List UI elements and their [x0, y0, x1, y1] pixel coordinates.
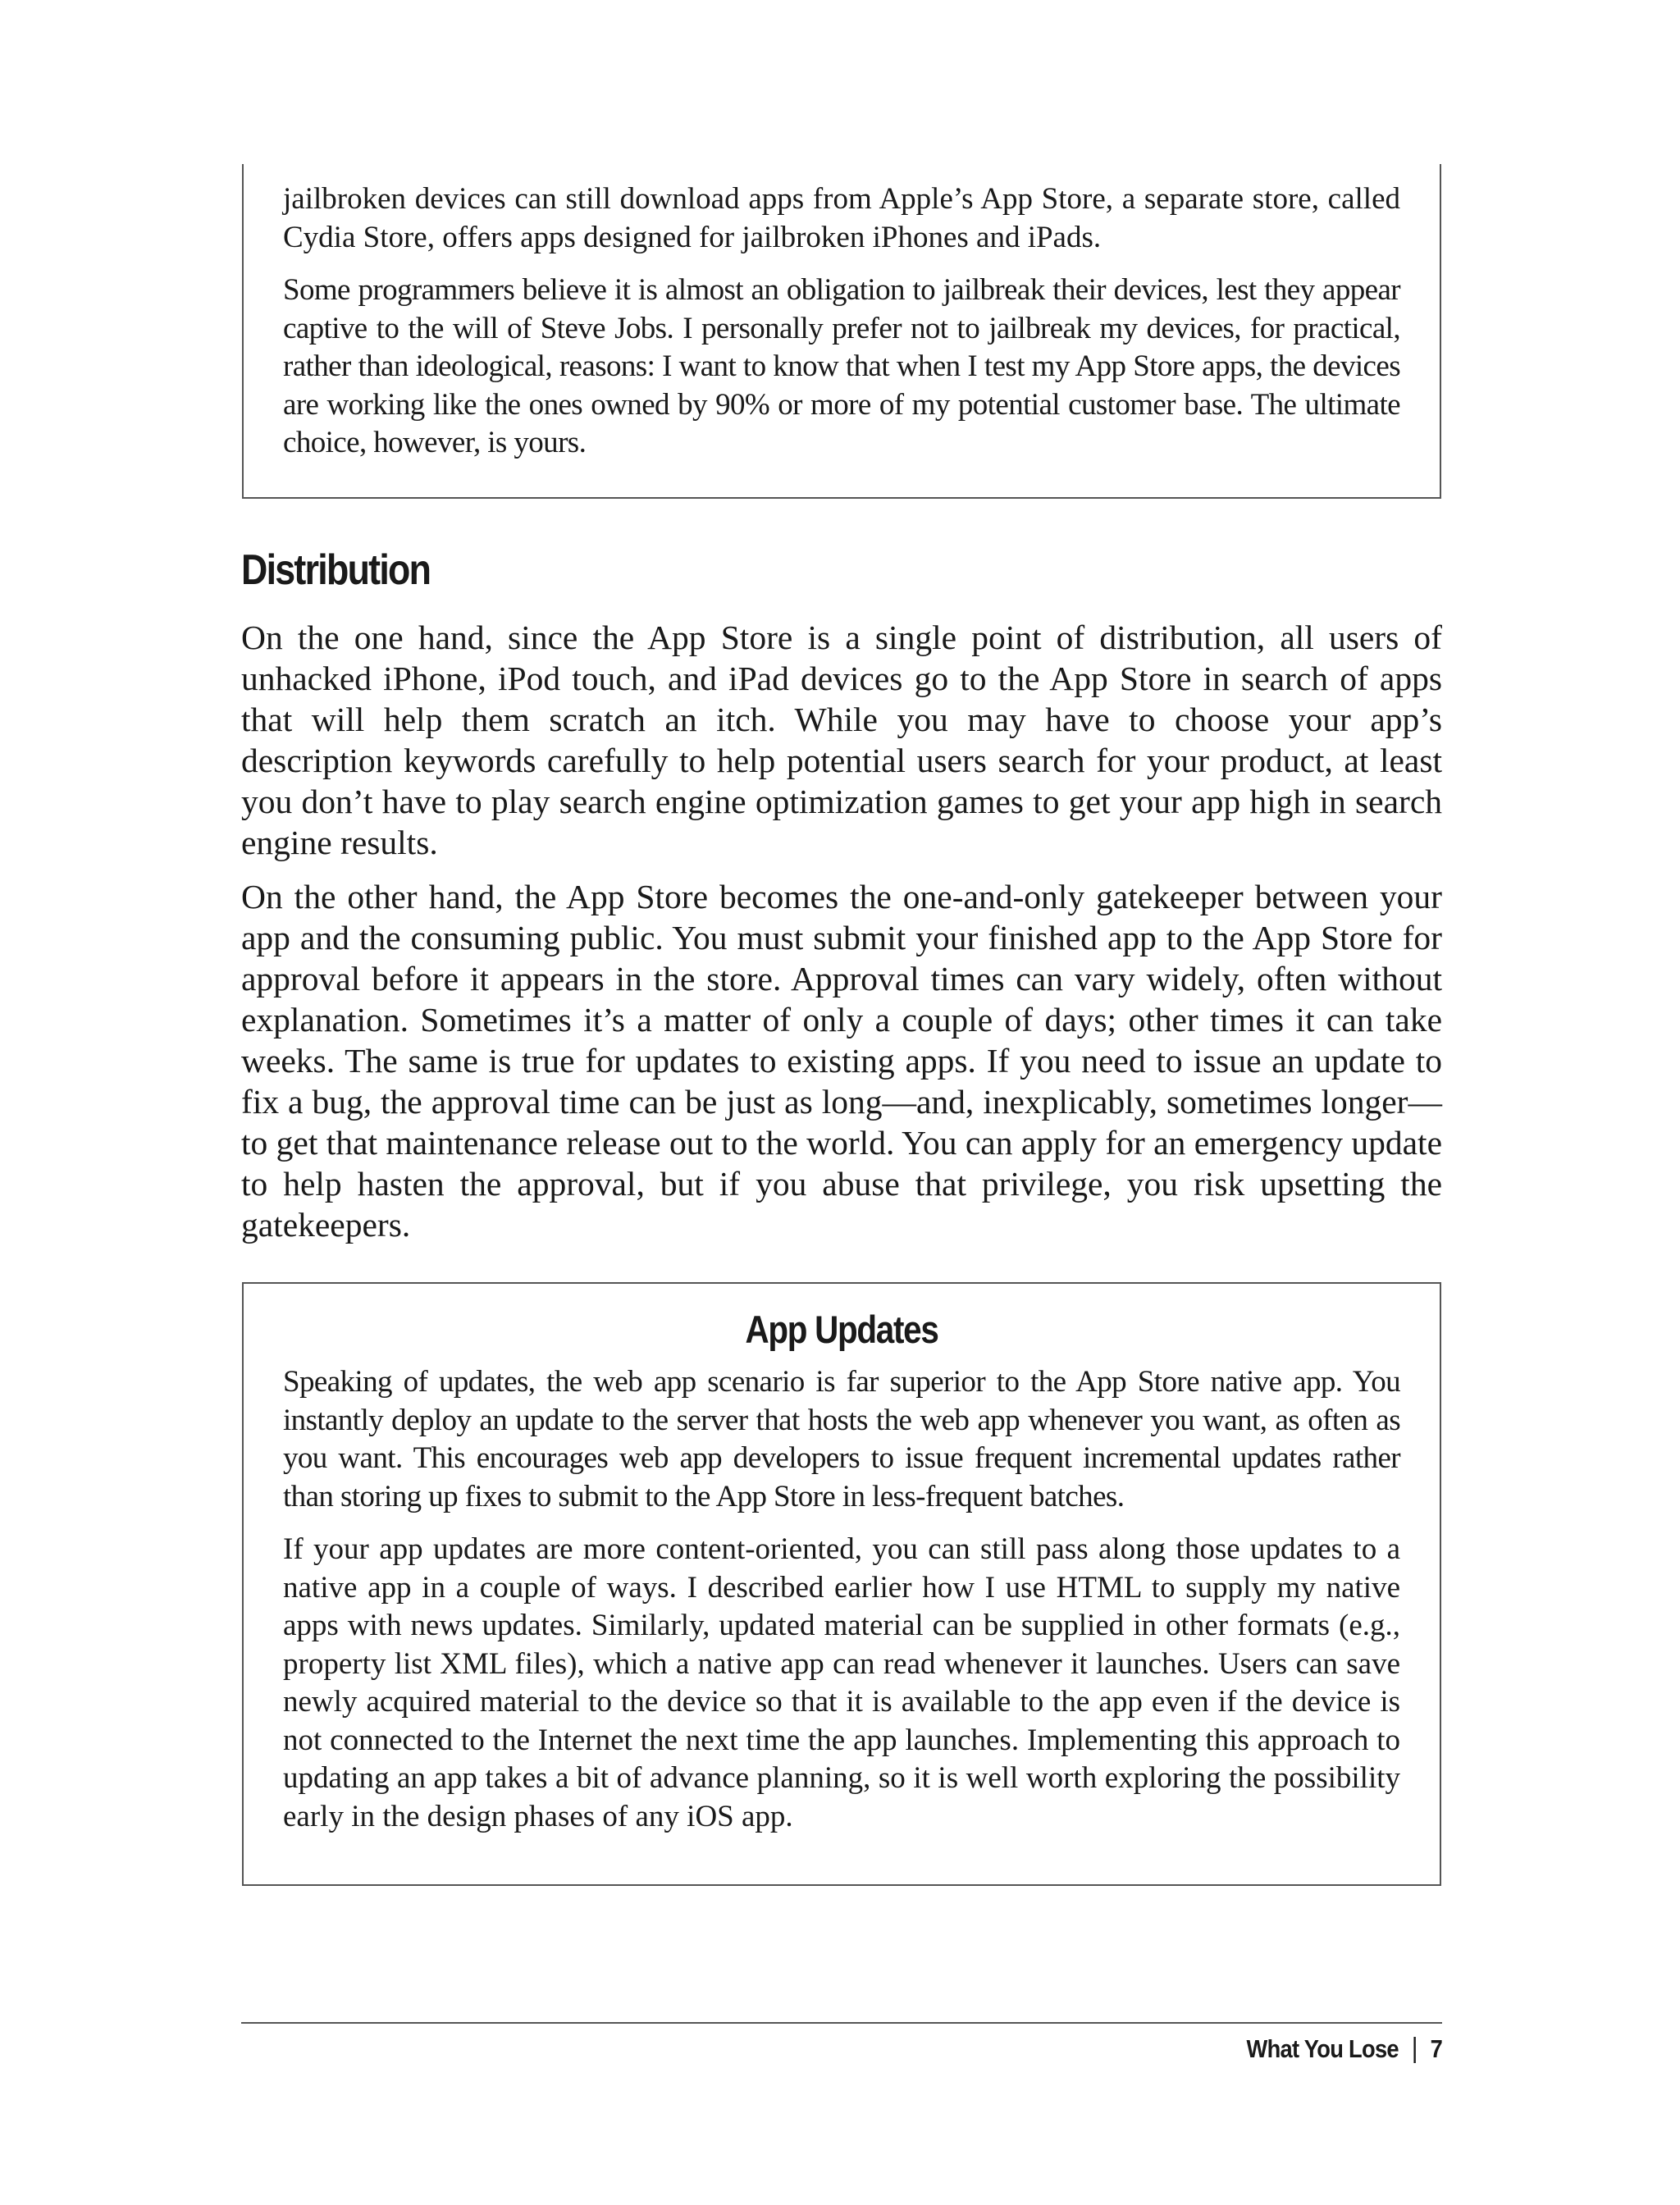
page-footer: [1246, 2033, 1442, 2065]
body-paragraph: On the other hand, the App Store becomes the one-and-only gatekeeper between your app and the consuming public. You must submit your finished app to the App Store for approval before it appears in the store. Approval times can vary widely, often without explanation. Sometimes it’s a matter of only a couple of days; other times it can take weeks. The same is true for updates to existing apps. If you need to issue an update to fix a bug, the approval time can be just as long—and, inexplicably, sometimes longer—to get that maintenance release out to the world. You can apply for an emergency update to help hasten the approval, but if you abuse that privilege, you risk upsetting the gatekeepers.: [241, 878, 1442, 1244]
page-number: 7: [1430, 2034, 1442, 2063]
section-heading: Distribution: [241, 546, 431, 594]
sidebar-paragraph: Speaking of updates, the web app scenario is far superior to the App Store native app. You instantly deploy an update to the server that hosts the web app whenever you want, as often as you want. This encourages web app developers to issue frequent incremental updates rather than storing up fixes to submit to the App Store in less-frequent batches.: [283, 1365, 1400, 1513]
sidebar-title: App Updates: [745, 1308, 938, 1351]
sidebar-paragraph: jailbroken devices can still download apps from Apple’s App Store, a separate store, called Cydia Store, offers apps designed for jailbroken iPhones and iPads.: [283, 182, 1400, 254]
footer-divider: [241, 2022, 1442, 2024]
body-text: [241, 617, 1442, 1258]
continued-sidebar: [242, 164, 1441, 499]
footer-chapter-title: What You Lose: [1246, 2034, 1399, 2063]
footer-separator: |: [1411, 2033, 1418, 2064]
app-updates-sidebar: [242, 1282, 1441, 1886]
sidebar-paragraph: Some programmers believe it is almost an obligation to jailbreak their devices, lest they appear captive to the will of Steve Jobs. I personally prefer not to jailbreak my devices, for practical, rather than ideological, reasons: I want to know that when I test my App Store apps, the devices are working like the ones owned by 90% or more of my potential customer base. The ultimate choice, however, is yours.: [283, 273, 1400, 459]
body-paragraph: On the one hand, since the App Store is a single point of distribution, all users of unhacked iPhone, iPod touch, and iPad devices go to the App Store in search of apps that will help them scratch an itch. While you may have to choose your app’s description keywords carefully to help potential users search for your product, at least you don’t have to play search engine optimization games to get your app high in search engine results.: [241, 619, 1442, 861]
sidebar-paragraph: If your app updates are more content-oriented, you can still pass along those updates to a native app in a couple of ways. I described earlier how I use HTML to supply my native apps with news updates. Similarly, updated material can be supplied in other formats (e.g., property list XML files), which a native app can read whenever it launches. Users can save newly acquired material to the device so that it is available to the app even if the device is not connected to the Internet the next time the app launches. Implementing this approach to updating an app takes a bit of advance planning, so it is well worth exploring the possibility early in the design phases of any iOS app.: [283, 1532, 1400, 1833]
